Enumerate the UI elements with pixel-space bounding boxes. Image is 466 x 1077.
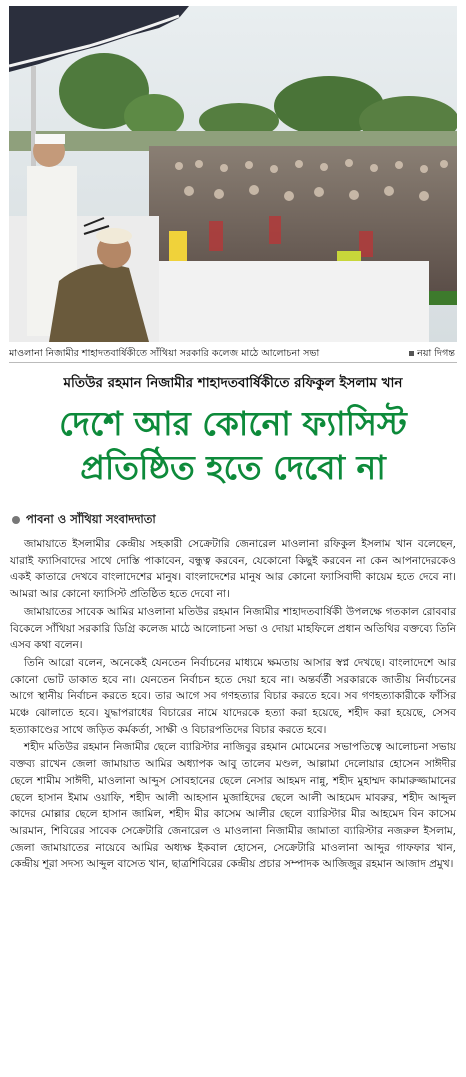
kicker-headline: মতিউর রহমান নিজামীর শাহাদতবার্ষিকীতে রফিকুল ইসলাম খান bbox=[63, 375, 403, 391]
bullet-icon bbox=[12, 516, 20, 524]
photo-source bbox=[409, 346, 455, 362]
article-body bbox=[10, 536, 456, 874]
news-photo bbox=[9, 6, 457, 342]
paragraph: জামায়াতের সাবেক আমির মাওলানা মতিউর রহমান নিজামীর শাহাদতবার্ষিকী উপলক্ষে গতকাল রোববার বিকেলে সাঁথিয়া সরকারি ডিগ্রি কলেজ মাঠে আলোচনা সভা ও দোয়া মাহফিলে প্রধান অতিথির বক্তব্যে তিনি এসব কথা বলেন। bbox=[10, 605, 456, 652]
square-bullet-icon bbox=[409, 351, 414, 356]
byline-text: পাবনা ও সাঁথিয়া সংবাদদাতা bbox=[26, 512, 156, 526]
main-headline bbox=[9, 402, 457, 490]
photo-caption bbox=[9, 346, 457, 363]
headline-line-1: দেশে আর কোনো ফ্যাসিস্ট bbox=[59, 404, 407, 443]
byline bbox=[12, 510, 156, 528]
paragraph: শহীদ মতিউর রহমান নিজামীর ছেলে ব্যারিস্টার নাজিবুর রহমান মোমেনের সভাপতিত্বে আলোচনা সভায় বক্তব্য রাখেন জেলা জামায়াত আমির অধ্যাপক আবু তালেব মণ্ডল, আল্লামা দেলোয়ার হোসেন সাঈদীর ছেলে শামীম সাঈদী, মাওলানা আব্দুস সোবহানের ছেলে নেসার আহমদ নান্নু, শহীদ মুহাম্মদ কামারুজ্জামানের ছেলে হাসান ইমাম ওয়াফি, শহীদ আলী আহসান মুজাহিদের ছেলে আলী আহমেদ মাবরুর, শহীদ আব্দুল কাদের মোল্লার ছেলে হাসান জামিল, শহীদ মীর কাসেম আলীর ছেলে ব্যারিস্টার মীর আহমেদ বিন কাসেম আরমান, শিবিরের সাবেক সেক্রেটারি জেনারেল ও মাওলানা নিজামীর জামাতা ব্যারিস্টার নজরুল ইসলাম, জেলা জামায়াতের নায়েবে আমির অধ্যক্ষ ইকবাল হোসেন, সেক্রেটারি মাওলানা আব্দুর গাফফার খান, কেন্দ্রীয় শূরা সদস্য আব্দুল বাসেত খান, ছাত্রশিবিরের কেন্দ্রীয় প্রচার সম্পাদক আজিজুর রহমান আজাদ প্রমুখ। bbox=[10, 741, 456, 871]
paragraph: জামায়াতে ইসলামীর কেন্দ্রীয় সহকারী সেক্রেটারি জেনারেল মাওলানা রফিকুল ইসলাম খান বলেছেন, যারাই ফ্যাসিবাদের সাথে দোস্তি পাকাবেন, বন্ধুত্ব করবেন, যেকোনো কিছুই করবেন না কেন আপনাদেরকেও একই কাতারে দেখবে বাংলাদেশের মানুষ। বাংলাদেশের মানুষ আর কোনো ফ্যাসিবাদী কায়েম হতে দেবে না। আমরা আর কোনো ফ্যাসিস্ট প্রতিষ্ঠিত হতে দেবো না। bbox=[10, 538, 456, 601]
paragraph: তিনি আরো বলেন, অনেকেই যেনতেন নির্বাচনের মাধ্যমে ক্ষমতায় আসার স্বপ্ন দেখছে। বাংলাদেশে আর কোনো ভোট ডাকাত হবে না। যেনতেন নির্বাচন হতে দেয়া হবে না। অন্তর্বর্তী সরকারকে জাতীয় নির্বাচনের আগে স্থানীয় নির্বাচন করতে হবে। তার আগে সব গণহত্যার বিচার করতে হবে। সব গণহত্যাকারীকে ফাঁসির মঞ্চে ঝোলাতে হবে। যুদ্ধাপরাধের বিচারের নামে যাদেরকে হত্যা করা হয়েছে, শহীদ করা হয়েছে, সেসব হত্যাকাণ্ডের সাথে জড়িত কর্মকর্তা, সাক্ষী ও বিচারপতিদের বিচার করতে হবে। bbox=[10, 656, 456, 736]
caption-text: মাওলানা নিজামীর শাহাদতবার্ষিকীতে সাঁথিয়া সরকারি কলেজ মাঠে আলোচনা সভা bbox=[9, 348, 320, 359]
photo-source-label: নয়া দিগন্ত bbox=[417, 348, 455, 359]
headline-line-2: প্রতিষ্ঠিত হতে দেবো না bbox=[80, 448, 386, 487]
